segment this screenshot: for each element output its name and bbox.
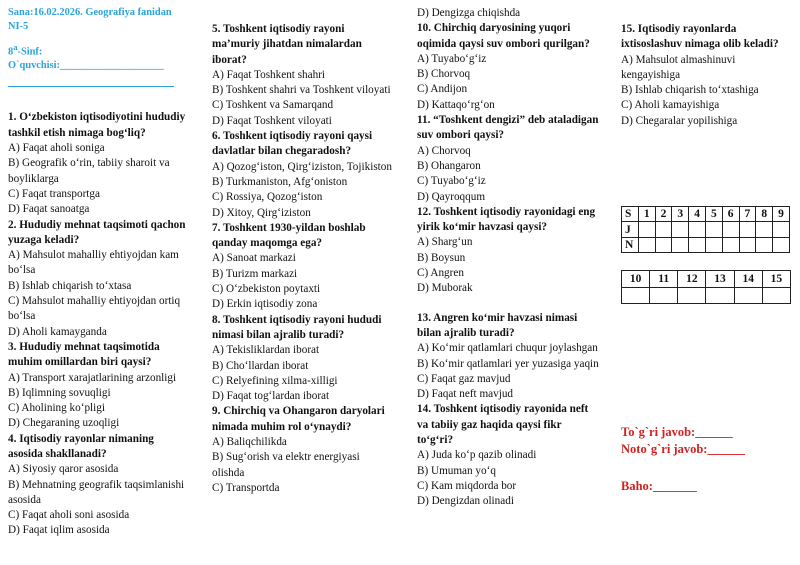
question-number: 3 [672,207,689,222]
answer-cell[interactable] [655,222,672,237]
column-4 [621,22,796,129]
option: C) Andijon [417,83,468,96]
option: C) Toshkent va Samarqand [212,99,334,112]
question-number: 14 [734,271,762,288]
answer-cell[interactable] [706,287,734,304]
question-text: 4. Iqtisodiy rayonlar nimaning asosida shakllanadi? [8,432,154,460]
option: B) Ko‘mir qatlamlari yer yuzasiga yaqin [417,357,599,370]
answer-cell[interactable] [722,222,739,237]
question-number: 15 [762,271,790,288]
question-number: 5 [705,207,722,222]
option: C) Kam miqdorda bor [417,479,517,492]
option: B) Iqlimning sovuqligi [8,386,111,399]
answer-cell[interactable] [722,237,739,252]
question-3 [8,340,186,432]
option: B) Ishlab chiqarish to‘xtasa [8,279,132,292]
answer-cell[interactable] [739,222,756,237]
column-1 [8,6,186,539]
answer-cell[interactable] [622,287,650,304]
option: B) Turizm markazi [212,267,298,280]
question-text: 12. Toshkent iqtisodiy rayonidagi eng yirik ko‘mir havzasi qaysi? [417,205,596,234]
option: D) Kattaqo‘rg‘on [417,98,495,111]
spacer [417,297,599,311]
grid-answer-row [622,222,790,237]
answer-cell[interactable] [689,237,706,252]
option: D) Chegaraning uzoqligi [8,417,120,430]
option: D) Aholi kamayganda [8,325,107,338]
question-5 [212,22,392,129]
column-2 [212,22,392,496]
question-text: 8. Toshkent iqtisodiy rayoni hududi nimasi bilan ajralib turadi? [212,313,382,341]
answer-cell[interactable] [638,237,655,252]
option: A) Tuyabo‘g‘iz [417,52,487,65]
option: C) Mahsulot mahalliy ehtiyojdan ortiq bo‘lsa [8,295,181,323]
question-text: 7. Toshkent 1930-yildan boshlab qanday maqomga ega? [212,221,366,250]
correct-answers-field: To`g`ri javob:______ [621,425,733,439]
option: A) Siyosiy qaror asosida [8,463,119,476]
option: A) Mahsulot mahalliy ehtiyojdan kam bo‘lsa [8,249,179,277]
answer-cell[interactable] [739,237,756,252]
question-text: 10. Chirchiq daryosining yuqori oqimida qaysi suv ombori qurilgan? [417,22,590,50]
option: C) Aholining ko‘pligi [8,402,105,415]
answer-cell[interactable] [734,287,762,304]
answer-cell[interactable] [773,237,790,252]
option: C) Aholi kamayishiga [621,99,720,112]
answer-cell[interactable] [773,222,790,237]
question-text: 5. Toshkent iqtisodiy rayoni ma’muriy jihatdan nimalardan iborat? [212,23,362,66]
option: C) Tuyabo‘g‘iz [417,175,486,188]
class-student-line: 8$^a$-Sinf: O`quvchisi:____________________ [8,42,164,72]
row-label-n: N [622,237,639,252]
question-8 [212,313,392,405]
option: D) Faqat sanoatga [8,203,90,216]
option: B) Geografik o‘rin, tabiiy sharoit va boyliklarga [8,157,170,185]
question-text: 11. “Toshkent dengizi” deb ataladigan suv ombori qaysi? [417,114,599,142]
grid-answer-row [622,287,791,304]
option: B) Boysun [417,251,466,264]
option: B) Toshkent shahri va Toshkent viloyati [212,84,391,97]
question-13 [417,311,599,403]
answer-cell[interactable] [678,287,706,304]
question-number: 11 [650,271,678,288]
question-text: 6. Toshkent iqtisodiy rayoni qaysi davlatlar bilan chegaradosh? [212,130,373,158]
question-text: 2. Hududiy mehnat taqsimoti qachon yuzaga keladi? [8,218,186,246]
option: D) Faqat neft mavjud [417,388,514,401]
option: A) Baliqchilikda [212,436,287,449]
question-7 [212,221,392,313]
answer-cell[interactable] [705,237,722,252]
date-subject-line: Sana:16.02.2026. Geografiya fanidan NI-5 [8,7,172,32]
question-text: 14. Toshkent iqtisodiy rayonida neft va tabiiy gaz haqida qaysi fikr to‘g‘ri? [417,403,589,447]
question-11 [417,113,599,205]
grid-header-row [622,207,790,222]
option: C) Faqat transportga [8,187,100,200]
question-number: 9 [773,207,790,222]
row-label-s: S [622,207,639,222]
option: B) Chorvoq [417,68,471,81]
option: C) Faqat aholi soni asosida [8,509,130,522]
grade-field: Baho:_______ [621,479,697,493]
option: D) Dengizdan olinadi [417,495,514,508]
wrong-answers-field: Noto`g`ri javob:______ [621,442,745,456]
student-name-blank [8,73,174,87]
option: C) Transportda [212,481,280,494]
option: C) Angren [417,267,464,280]
option: A) Ko‘mir qatlamlari chuqur joylashgan [417,342,598,355]
option: A) Mahsulot almashinuvi kengayishiga [621,53,736,81]
question-number: 10 [622,271,650,288]
option: B) Turkmaniston, Afg‘oniston [212,175,348,188]
option: D) Chegaralar yopilishiga [621,114,738,127]
option: A) Juda ko‘p qazib olinadi [417,449,537,462]
answer-cell[interactable] [689,222,706,237]
option: A) Transport xarajatlarining arzonligi [8,371,177,384]
option: C) O‘zbekiston poytaxti [212,283,321,296]
answer-cell[interactable] [705,222,722,237]
option: B) Sug‘orish va elektr energiyasi olishda [212,451,360,479]
answer-cell[interactable] [655,237,672,252]
option: A) Faqat aholi soniga [8,142,105,155]
option: D) Muborak [417,282,473,295]
question-12 [417,205,599,297]
option: D) Xitoy, Qirg‘iziston [212,206,311,219]
question-text: 3. Hududiy mehnat taqsimotida muhim omillardan biri qaysi? [8,340,160,369]
question-number: 8 [756,207,773,222]
option: A) Sharg‘un [417,236,473,249]
answer-grid-10-15 [621,270,791,304]
option: D) Dengizga chiqishda [417,7,521,19]
option: B) Umuman yo‘q [417,464,496,477]
option: A) Qozog‘iston, Qirg‘iziston, Tojikiston [212,160,392,173]
option: D) Qayroqqum [417,190,486,203]
option: C) Faqat gaz mavjud [417,372,511,385]
answer-cell[interactable] [762,287,790,304]
answer-cell[interactable] [638,222,655,237]
option: D) Faqat Toshkent viloyati [212,114,332,127]
option: C) Rossiya, Qozog‘iston [212,191,323,204]
option: D) Erkin iqtisodiy zona [212,298,318,311]
question-9 [212,404,392,496]
answer-cell[interactable] [650,287,678,304]
question-number: 2 [655,207,672,222]
grid-result-row [622,237,790,252]
answer-cell[interactable] [672,222,689,237]
question-text: 15. Iqtisodiy rayonlarda ixtisoslashuv nimaga olib keladi? [621,23,779,51]
option: D) Faqat tog‘lardan iborat [212,390,330,403]
option: A) Tekisliklardan iborat [212,344,320,357]
row-label-j: J [622,222,639,237]
option: C) Relyefining xilma-xilligi [212,374,338,387]
option: A) Chorvoq [417,144,471,157]
option: B) Ohangaron [417,159,481,172]
question-10 [417,21,599,113]
question-number: 13 [706,271,734,288]
question-number: 12 [678,271,706,288]
answer-cell[interactable] [756,237,773,252]
question-4 [8,432,186,539]
option: B) Ishlab chiqarish to‘xtashiga [621,84,759,97]
question-number: 7 [739,207,756,222]
question-text: 9. Chirchiq va Ohangaron daryolari nimada muhim rol o‘ynaydi? [212,405,385,433]
question-text: 13. Angren ko‘mir havzasi nimasi bilan ajralib turadi? [417,311,578,339]
question-number: 4 [689,207,706,222]
question-2 [8,218,186,340]
option: D) Faqat iqlim asosida [8,524,110,537]
question-number: 6 [722,207,739,222]
answer-grid-1-9 [621,206,790,253]
question-6 [212,129,392,221]
option: B) Mehnatning geografik taqsimlanishi asosida [8,478,185,506]
grid-header-row [622,271,791,288]
answer-cell[interactable] [672,237,689,252]
question-text: 1. O‘zbekiston iqtisodiyotini hududiy tashkil etish nimaga bog‘liq? [8,111,186,139]
answer-cell[interactable] [756,222,773,237]
option: A) Sanoat markazi [212,252,296,265]
option: B) Cho‘llardan iborat [212,359,309,372]
question-14 [417,402,599,509]
question-1 [8,110,186,217]
option: A) Faqat Toshkent shahri [212,68,326,81]
question-15 [621,22,796,129]
column-3 [417,6,599,510]
question-number: 1 [638,207,655,222]
